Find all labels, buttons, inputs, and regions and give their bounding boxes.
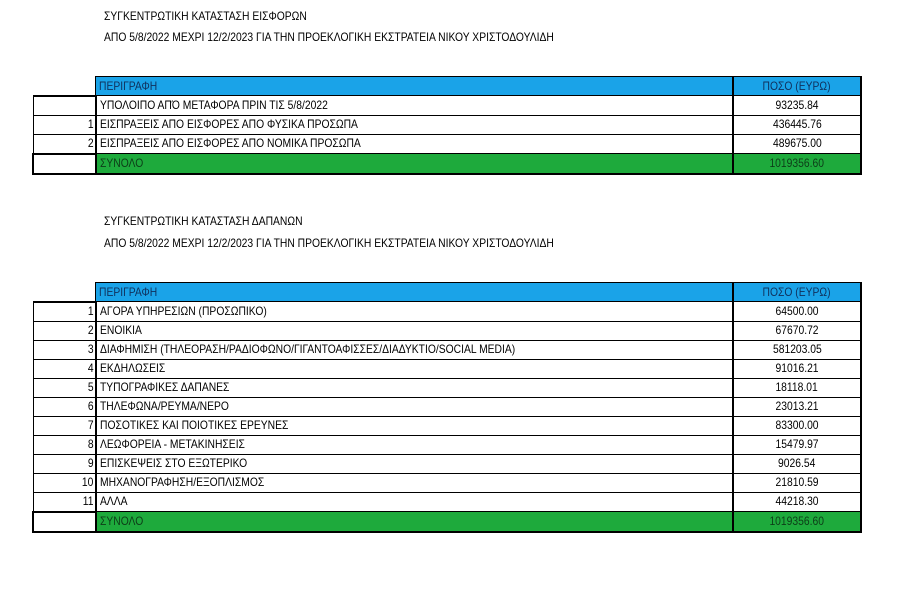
table-row (33, 96, 861, 116)
table-row (33, 416, 861, 435)
row-number-text: 2 (87, 136, 94, 150)
total-label (96, 512, 734, 532)
row-amount (733, 435, 861, 454)
table-row (33, 492, 861, 512)
header-description-text: ΠΕΡΙΓΡΑΦΗ (99, 78, 158, 93)
row-number (33, 321, 96, 340)
row-description-text: ΛΕΩΦΟΡΕΙΑ - ΜΕΤΑΚΙΝΗΣΕΙΣ (99, 437, 245, 451)
row-amount (733, 134, 861, 154)
row-description (96, 454, 734, 473)
table-row (33, 302, 861, 322)
row-description-text: ΕΙΣΠΡΑΞΕΙΣ ΑΠΟ ΕΙΣΦΟΡΕΣ ΑΠΟ ΦΥΣΙΚΑ ΠΡΟΣΩΠΑ (99, 117, 358, 131)
row-description (96, 340, 734, 359)
table-row (33, 454, 861, 473)
row-description-text: ΤΗΛΕΦΩΝΑ/ΡΕΥΜΑ/ΝΕΡΟ (99, 399, 229, 413)
row-number (33, 473, 96, 492)
table-row (33, 378, 861, 397)
expenses-title: ΣΥΓΚΕΝΤΡΩΤΙΚΗ ΚΑΤΑΣΤΑΣΗ ΔΑΠΑΝΩΝ (104, 214, 303, 228)
table-row (33, 340, 861, 359)
row-amount-text: 64500.00 (775, 303, 819, 318)
total-label-text: ΣΥΝΟΛΟ (99, 513, 143, 528)
total-number-cell (33, 512, 96, 532)
row-description (96, 96, 734, 116)
row-description (96, 115, 734, 134)
table-row (33, 115, 861, 134)
row-amount (733, 454, 861, 473)
total-number-cell (33, 154, 96, 174)
row-description (96, 435, 734, 454)
row-description (96, 378, 734, 397)
row-amount-text: 44218.30 (775, 494, 819, 509)
table-row (33, 134, 861, 154)
row-description-text: ΕΝΟΙΚΙΑ (99, 323, 142, 337)
header-amount-text: ΠΟΣΟ (ΕΥΡΩ) (763, 78, 831, 93)
table-row (33, 435, 861, 454)
row-number (33, 492, 96, 512)
row-amount-text: 581203.05 (772, 342, 822, 356)
row-description-text: ΕΙΣΠΡΑΞΕΙΣ ΑΠΟ ΕΙΣΦΟΡΕΣ ΑΠΟ ΝΟΜΙΚΑ ΠΡΟΣΩΠΑ (99, 136, 361, 151)
row-number-text: 1 (87, 117, 94, 131)
row-amount-text: 93235.84 (775, 97, 819, 112)
row-description (96, 397, 734, 416)
row-amount-text: 489675.00 (772, 136, 822, 151)
row-amount-text: 9026.54 (778, 456, 816, 470)
table-row (33, 473, 861, 492)
header-description (96, 77, 734, 96)
header-amount (733, 77, 861, 96)
header-blank-cell (33, 77, 96, 96)
row-description (96, 473, 734, 492)
row-number-text: 7 (87, 418, 94, 432)
total-row (33, 154, 861, 174)
row-amount-text: 91016.21 (775, 361, 819, 375)
row-number (33, 302, 96, 322)
row-amount (733, 321, 861, 340)
row-amount-text: 18118.01 (775, 380, 819, 394)
row-number (33, 454, 96, 473)
total-row (33, 512, 861, 532)
row-amount (733, 359, 861, 378)
row-number (33, 378, 96, 397)
row-number-text: 8 (87, 437, 94, 451)
row-description-text: ΔΙΑΦΗΜΙΣΗ (ΤΗΛΕΟΡΑΣΗ/ΡΑΔΙΟΦΩΝΟ/ΓΙΓΑΝΤΟΑΦΙΣΣΕΣ/ΔΙΑΔΥΚΤΙΟ/SOCIAL MEDIA) (99, 342, 515, 356)
row-description-text: ΜΗΧΑΝΟΓΡΑΦΗΣΗ/ΕΞΟΠΛΙΣΜΟΣ (99, 475, 264, 489)
row-number (33, 96, 96, 116)
row-number-text: 4 (87, 361, 94, 375)
row-number-text: 3 (87, 342, 94, 356)
row-number-text: 10 (82, 475, 94, 489)
row-number-text: 11 (82, 494, 94, 508)
header-row (33, 283, 861, 302)
row-description-text: ΑΛΛΑ (99, 494, 128, 509)
contributions-table (32, 76, 862, 175)
row-amount-text: 83300.00 (775, 418, 819, 432)
row-amount (733, 340, 861, 359)
row-amount-text: 23013.21 (775, 399, 819, 413)
row-description-text: ΤΥΠΟΓΡΑΦΙΚΕΣ ΔΑΠΑΝΕΣ (99, 380, 229, 394)
row-description-text: ΕΠΙΣΚΕΨΕΙΣ ΣΤΟ ΕΞΩΤΕΡΙΚΟ (99, 456, 247, 470)
row-amount (733, 96, 861, 116)
row-amount (733, 378, 861, 397)
row-number (33, 340, 96, 359)
row-amount-text: 21810.59 (775, 475, 819, 489)
row-description (96, 359, 734, 378)
row-number-text: 9 (87, 456, 94, 470)
row-amount-text: 436445.76 (772, 117, 822, 131)
row-number-text: 5 (87, 380, 94, 394)
row-description-text: ΠΟΣΟΤΙΚΕΣ ΚΑΙ ΠΟΙΟΤΙΚΕΣ ΕΡΕΥΝΕΣ (99, 418, 288, 432)
table-row (33, 321, 861, 340)
row-number (33, 134, 96, 154)
row-amount (733, 473, 861, 492)
header-description (96, 283, 734, 302)
row-amount (733, 492, 861, 512)
total-amount-text: 1019356.60 (769, 513, 825, 528)
header-description-text: ΠΕΡΙΓΡΑΦΗ (99, 284, 158, 299)
row-amount-text: 15479.97 (775, 437, 819, 451)
row-number-text: 2 (87, 323, 94, 337)
row-description-text: ΕΚΔΗΛΩΣΕΙΣ (99, 361, 165, 375)
row-description (96, 321, 734, 340)
total-label-text: ΣΥΝΟΛΟ (99, 155, 143, 170)
row-amount (733, 416, 861, 435)
row-description (96, 302, 734, 322)
row-amount (733, 397, 861, 416)
total-amount-text: 1019356.60 (769, 155, 825, 170)
row-number (33, 397, 96, 416)
row-description (96, 416, 734, 435)
expenses-table (32, 282, 862, 533)
contributions-title: ΣΥΓΚΕΝΤΡΩΤΙΚΗ ΚΑΤΑΣΤΑΣΗ ΕΙΣΦΟΡΩΝ (104, 9, 307, 23)
row-number (33, 416, 96, 435)
row-description-text: ΑΓΟΡΑ ΥΠΗΡΕΣΙΩΝ (ΠΡΟΣΩΠΙΚΟ) (99, 303, 267, 318)
row-number-text: 1 (87, 304, 94, 318)
total-amount (733, 512, 861, 532)
row-number-text: 6 (87, 399, 94, 413)
header-row (33, 77, 861, 96)
total-amount (733, 154, 861, 174)
header-amount (733, 283, 861, 302)
row-amount (733, 115, 861, 134)
row-amount (733, 302, 861, 322)
row-number (33, 435, 96, 454)
row-amount-text: 67670.72 (775, 323, 819, 337)
row-number (33, 115, 96, 134)
expenses-subtitle: ΑΠΟ 5/8/2022 ΜΕΧΡΙ 12/2/2023 ΓΙΑ ΤΗΝ ΠΡΟΕΚΛΟΓΙΚΗ ΕΚΣΤΡΑΤΕΙΑ ΝΙΚΟΥ ΧΡΙΣΤΟΔΟΥΛΙΔΗ (104, 236, 554, 250)
row-description (96, 492, 734, 512)
row-description-text: ΥΠΟΛΟΙΠΟ ΑΠΌ ΜΕΤΑΦΟΡΑ ΠΡΙΝ ΤΙΣ 5/8/2022 (99, 97, 328, 112)
table-row (33, 359, 861, 378)
total-label (96, 154, 734, 174)
table-row (33, 397, 861, 416)
row-number (33, 359, 96, 378)
header-amount-text: ΠΟΣΟ (ΕΥΡΩ) (763, 284, 831, 299)
row-description (96, 134, 734, 154)
contributions-subtitle: ΑΠΟ 5/8/2022 ΜΕΧΡΙ 12/2/2023 ΓΙΑ ΤΗΝ ΠΡΟΕΚΛΟΓΙΚΗ ΕΚΣΤΡΑΤΕΙΑ ΝΙΚΟΥ ΧΡΙΣΤΟΔΟΥΛΙΔΗ (104, 30, 554, 44)
header-blank-cell (33, 283, 96, 302)
